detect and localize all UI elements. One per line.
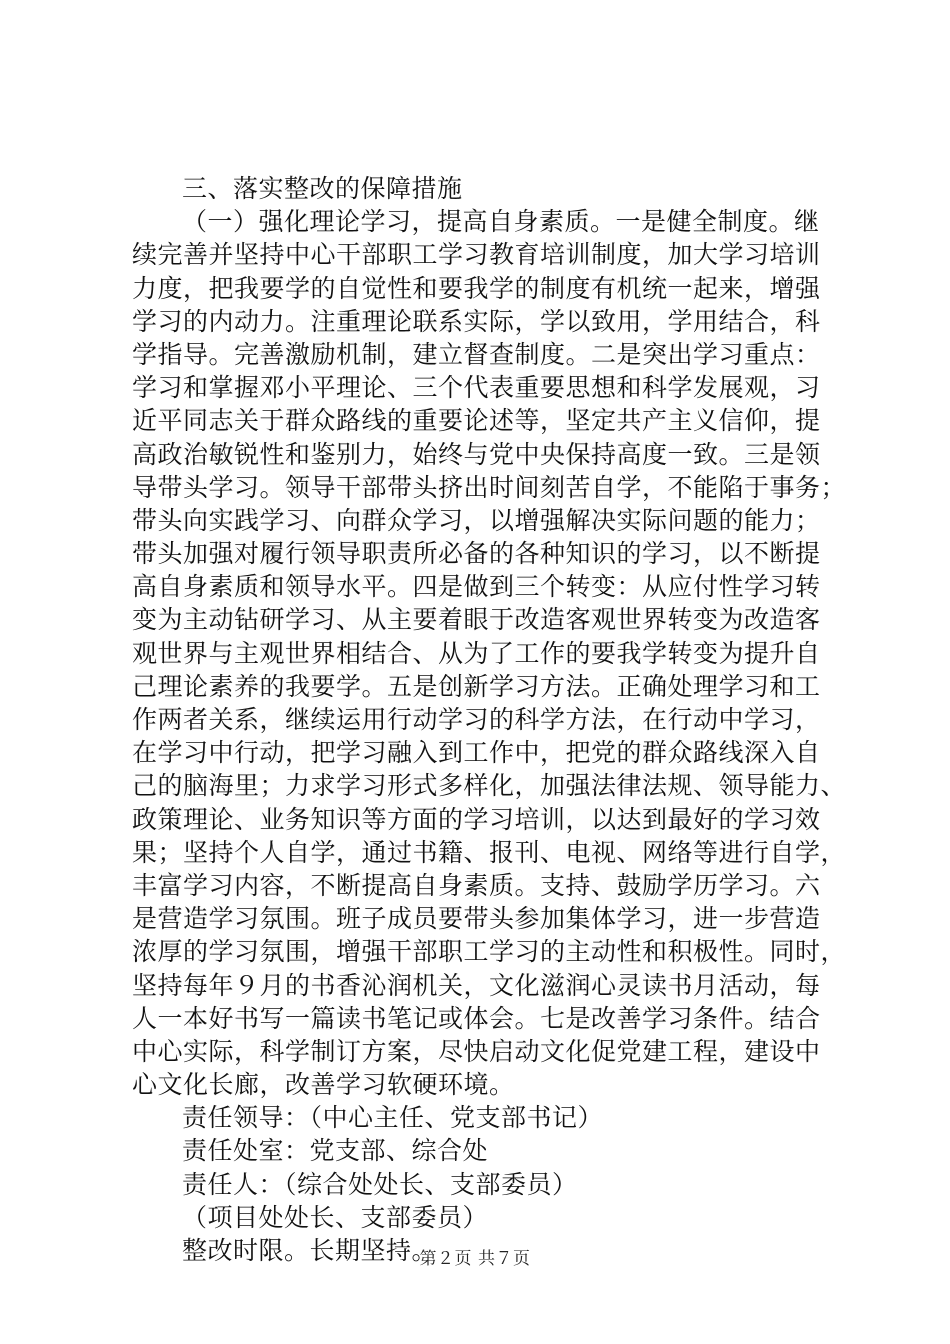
body-line: 学习的内动力。注重理论联系实际，学以致用，学用结合，科 <box>132 306 821 336</box>
body-line: 变为主动钻研学习、从主要着眼于改造客观世界转变为改造客 <box>132 605 821 635</box>
body-line: 导带头学习。领导干部带头挤出时间刻苦自学，不能陷于事务； <box>132 472 847 502</box>
body-line: 丰富学习内容，不断提高自身素质。支持、鼓励学历学习。六 <box>132 870 821 900</box>
body-line: （一）强化理论学习，提高自身素质。一是健全制度。继 <box>182 207 820 237</box>
body-line: 带头加强对履行领导职责所必备的各种知识的学习，以不断提 <box>132 539 821 569</box>
body-line: 政策理论、业务知识等方面的学习培训，以达到最好的学习效 <box>132 804 821 834</box>
body-line: 在学习中行动，把学习融入到工作中，把党的群众路线深入自 <box>132 738 821 768</box>
page-number: 第２页 共７页 <box>419 1249 531 1269</box>
responsible-office: 责任处室：党支部、综合处 <box>182 1136 489 1166</box>
responsible-leader: 责任领导：（中心主任、党支部书记） <box>182 1103 604 1133</box>
body-line: 高政治敏锐性和鉴别力，始终与党中央保持高度一致。三是领 <box>132 439 821 469</box>
body-line: 作两者关系，继续运用行动学习的科学方法，在行动中学习， <box>132 705 821 734</box>
body-line: 己的脑海里；力求学习形式多样化，加强法律法规、领导能力、 <box>132 771 847 801</box>
body-line: 高自身素质和领导水平。四是做到三个转变：从应付性学习转 <box>132 572 821 602</box>
body-line: 坚持每年９月的书香沁润机关，文化滋润心灵读书月活动，每 <box>132 970 821 1000</box>
section-heading: 三、落实整改的保障措施 <box>182 174 463 203</box>
body-line: 是营造学习氛围。班子成员要带头参加集体学习，进一步营造 <box>132 904 821 934</box>
document-body <box>132 172 847 1267</box>
responsible-person: 责任人：（综合处处长、支部委员） <box>182 1169 578 1199</box>
body-line: 己理论素养的我要学。五是创新学习方法。正确处理学习和工 <box>132 671 821 701</box>
responsible-person-2: （项目处处长、支部委员） <box>182 1202 489 1232</box>
body-line: 心文化长廊，改善学习软硬环境。 <box>132 1070 515 1100</box>
body-line: 观世界与主观世界相结合、从为了工作的要我学转变为提升自 <box>132 638 821 668</box>
body-line: 学指导。完善激励机制，建立督查制度。二是突出学习重点： <box>132 339 821 369</box>
body-line: 人一本好书写一篇读书笔记或体会。七是改善学习条件。结合 <box>132 1003 821 1033</box>
body-line: 中心实际，科学制订方案，尽快启动文化促党建工程，建设中 <box>132 1036 821 1066</box>
body-line: 力度，把我要学的自觉性和要我学的制度有机统一起来，增强 <box>132 273 821 303</box>
body-line: 近平同志关于群众路线的重要论述等，坚定共产主义信仰，提 <box>132 406 821 436</box>
body-line: 学习和掌握邓小平理论、三个代表重要思想和科学发展观，习 <box>132 373 821 403</box>
body-line: 续完善并坚持中心干部职工学习教育培训制度，加大学习培训 <box>132 240 821 270</box>
body-line: 带头向实践学习、向群众学习，以增强解决实际问题的能力； <box>132 505 821 535</box>
rectification-deadline: 整改时限。长期坚持。 <box>182 1236 438 1265</box>
body-line: 浓厚的学习氛围，增强干部职工学习的主动性和积极性。同时， <box>132 937 847 967</box>
body-line: 果；坚持个人自学，通过书籍、报刊、电视、网络等进行自学， <box>132 837 847 867</box>
